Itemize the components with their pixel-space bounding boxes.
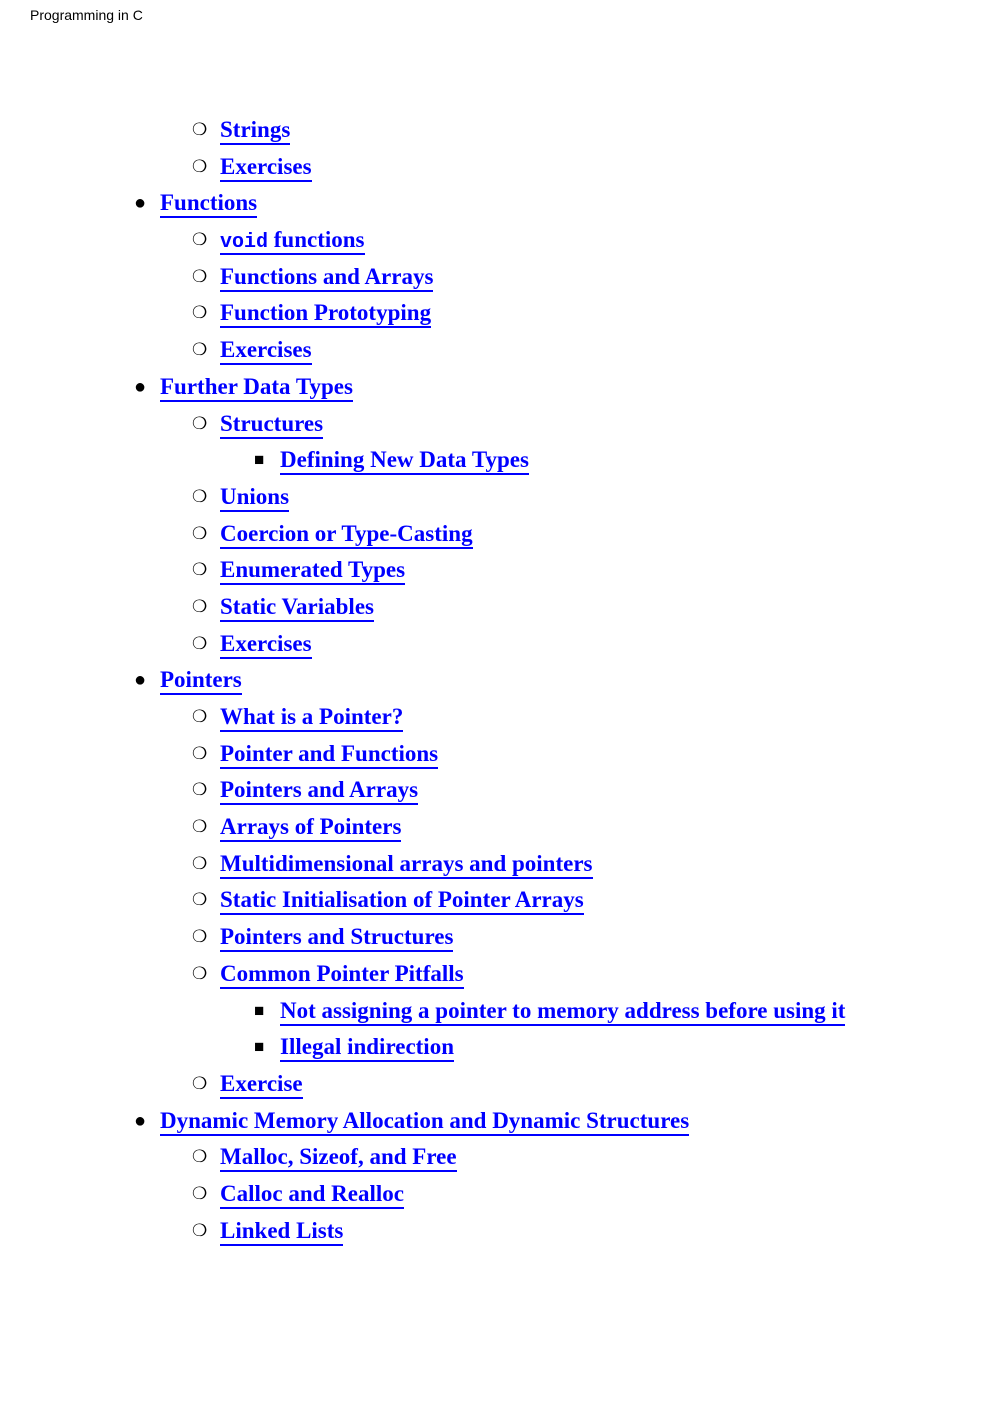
hollow-circle-bullet-icon: ❍: [192, 1073, 208, 1093]
toc-link-strings[interactable]: Strings: [220, 117, 290, 145]
toc-item: [0, 112, 992, 149]
toc-item: [0, 1176, 992, 1213]
hollow-circle-bullet-icon: ❍: [192, 266, 208, 286]
toc-item: [0, 369, 992, 406]
filled-square-bullet-icon: ■: [254, 1000, 265, 1020]
toc-link-arrays-of-pointers[interactable]: Arrays of Pointers: [220, 814, 401, 842]
hollow-circle-bullet-icon: ❍: [192, 927, 208, 947]
toc-item: [0, 846, 992, 883]
toc-item: [0, 185, 992, 222]
filled-square-bullet-icon: ■: [254, 450, 265, 470]
toc-item: [0, 516, 992, 553]
hollow-circle-bullet-icon: ❍: [192, 1220, 208, 1240]
filled-circle-bullet-icon: ●: [134, 1109, 147, 1132]
toc-item: [0, 1029, 992, 1066]
toc-item: [0, 406, 992, 443]
toc-link-exercises[interactable]: Exercises: [220, 154, 312, 182]
filled-circle-bullet-icon: ●: [134, 192, 147, 215]
toc-item: [0, 662, 992, 699]
toc-link-static-variables[interactable]: Static Variables: [220, 594, 374, 622]
toc-item: [0, 736, 992, 773]
toc-item: [0, 1139, 992, 1176]
toc-item: [0, 332, 992, 369]
toc-item: [0, 919, 992, 956]
toc-link-multidimensional-arrays-and-pointers[interactable]: Multidimensional arrays and pointers: [220, 851, 593, 879]
toc-link-coercion-or-type-casting[interactable]: Coercion or Type-Casting: [220, 521, 473, 549]
toc-item: [0, 626, 992, 663]
filled-circle-bullet-icon: ●: [134, 375, 147, 398]
hollow-circle-bullet-icon: ❍: [192, 523, 208, 543]
hollow-circle-bullet-icon: ❍: [192, 743, 208, 763]
toc-item: [0, 479, 992, 516]
hollow-circle-bullet-icon: ❍: [192, 853, 208, 873]
toc-item: [0, 772, 992, 809]
toc-link-functions-and-arrays[interactable]: Functions and Arrays: [220, 264, 433, 292]
toc-link-malloc-sizeof-and-free[interactable]: Malloc, Sizeof, and Free: [220, 1144, 457, 1172]
toc-item: [0, 882, 992, 919]
toc-link-linked-lists[interactable]: Linked Lists: [220, 1218, 343, 1246]
hollow-circle-bullet-icon: ❍: [192, 1147, 208, 1167]
hollow-circle-bullet-icon: ❍: [192, 963, 208, 983]
toc-link-what-is-a-pointer[interactable]: What is a Pointer?: [220, 704, 403, 732]
hollow-circle-bullet-icon: ❍: [192, 230, 208, 250]
toc-item: [0, 809, 992, 846]
toc-link-function-prototyping[interactable]: Function Prototyping: [220, 300, 431, 328]
toc-item: [0, 699, 992, 736]
hollow-circle-bullet-icon: ❍: [192, 1183, 208, 1203]
hollow-circle-bullet-icon: ❍: [192, 890, 208, 910]
toc-item: [0, 222, 992, 259]
toc-link-exercises[interactable]: Exercises: [220, 631, 312, 659]
hollow-circle-bullet-icon: ❍: [192, 817, 208, 837]
filled-square-bullet-icon: ■: [254, 1037, 265, 1057]
toc-item: [0, 1066, 992, 1103]
hollow-circle-bullet-icon: ❍: [192, 560, 208, 580]
toc-link-functions[interactable]: Functions: [160, 190, 257, 218]
toc-link-not-assigning-a-pointer[interactable]: Not assigning a pointer to memory address before using it: [280, 998, 845, 1026]
toc-link-pointer-and-functions[interactable]: Pointer and Functions: [220, 741, 438, 769]
toc-link-pointers[interactable]: Pointers: [160, 667, 242, 695]
toc-item: [0, 259, 992, 296]
toc-item: [0, 993, 992, 1030]
toc-link-common-pointer-pitfalls[interactable]: Common Pointer Pitfalls: [220, 961, 464, 989]
hollow-circle-bullet-icon: ❍: [192, 707, 208, 726]
hollow-circle-bullet-icon: ❍: [192, 780, 208, 800]
toc-link-further-data-types[interactable]: Further Data Types: [160, 374, 353, 402]
toc-item: [0, 1213, 992, 1250]
toc-link-pointers-and-structures[interactable]: Pointers and Structures: [220, 924, 453, 952]
toc-link-dynamic-memory-allocation[interactable]: Dynamic Memory Allocation and Dynamic Structures: [160, 1108, 689, 1136]
hollow-circle-bullet-icon: ❍: [192, 596, 208, 616]
toc-link-structures[interactable]: Structures: [220, 411, 323, 439]
toc-link-unions[interactable]: Unions: [220, 484, 289, 512]
toc-item: [0, 442, 992, 479]
toc-item: [0, 552, 992, 589]
hollow-circle-bullet-icon: ❍: [192, 303, 208, 323]
toc-link-calloc-and-realloc[interactable]: Calloc and Realloc: [220, 1181, 404, 1209]
toc-link-illegal-indirection[interactable]: Illegal indirection: [280, 1034, 454, 1062]
code-keyword: void: [220, 231, 269, 255]
filled-circle-bullet-icon: ●: [134, 669, 147, 692]
toc-link-enumerated-types[interactable]: Enumerated Types: [220, 557, 405, 585]
toc-link-exercises[interactable]: Exercises: [220, 337, 312, 365]
toc-link-static-initialisation-of-pointer-arrays[interactable]: Static Initialisation of Pointer Arrays: [220, 887, 584, 915]
table-of-contents: [0, 112, 992, 1249]
toc-item: [0, 149, 992, 186]
toc-link-void-functions[interactable]: void functions: [220, 227, 365, 255]
hollow-circle-bullet-icon: ❍: [192, 413, 208, 433]
toc-link-pointers-and-arrays[interactable]: Pointers and Arrays: [220, 777, 418, 805]
hollow-circle-bullet-icon: ❍: [192, 340, 208, 360]
toc-item: [0, 295, 992, 332]
toc-item: [0, 589, 992, 626]
toc-item: [0, 956, 992, 993]
toc-link-defining-new-data-types[interactable]: Defining New Data Types: [280, 447, 529, 475]
toc-item: [0, 1103, 992, 1140]
hollow-circle-bullet-icon: ❍: [192, 633, 208, 653]
toc-link-exercise[interactable]: Exercise: [220, 1071, 303, 1099]
page-header-title: Programming in C: [30, 7, 143, 23]
hollow-circle-bullet-icon: ❍: [192, 120, 208, 139]
hollow-circle-bullet-icon: ❍: [192, 156, 208, 176]
hollow-circle-bullet-icon: ❍: [192, 486, 208, 506]
